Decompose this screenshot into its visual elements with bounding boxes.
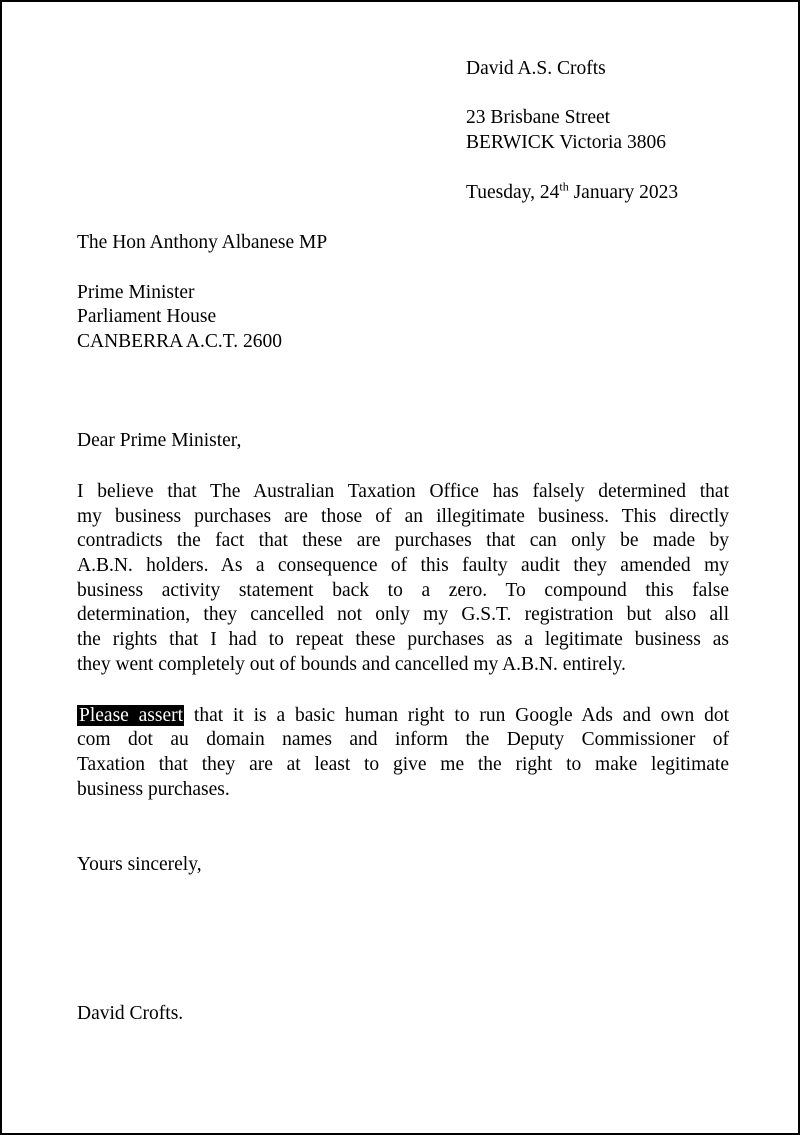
sender-locality: BERWICK Victoria 3806 xyxy=(466,132,666,153)
recipient-title: Prime Minister xyxy=(77,282,195,303)
paragraph-2-line: com dot au domain names and inform the Deputy Commissioner of xyxy=(77,729,729,750)
paragraph-2-line: Taxation that they are at least to give me the right to make legitimate xyxy=(77,754,729,775)
paragraph-1-line: my business purchases are those of an illegitimate business. This directly xyxy=(77,506,729,527)
letter-date xyxy=(466,180,678,205)
paragraph-2-line: business purchases. xyxy=(77,779,230,800)
paragraph-2-first-line xyxy=(77,703,729,728)
recipient-locality: CANBERRA A.C.T. 2600 xyxy=(77,331,282,352)
highlighted-text: Please assert xyxy=(79,705,184,726)
recipient-building: Parliament House xyxy=(77,306,217,327)
paragraph-1-line: they went completely out of bounds and cancelled my A.B.N. entirely. xyxy=(77,654,626,675)
date-weekday-day: Tuesday, 24 xyxy=(466,182,560,203)
paragraph-1-line: the rights that I had to repeat these purchases as a legitimate business as xyxy=(77,629,729,650)
recipient-name: The Hon Anthony Albanese MP xyxy=(77,232,328,253)
paragraph-1-line: business activity statement back to a zero. To compound this false xyxy=(77,580,729,601)
paragraph-1-line: A.B.N. holders. As a consequence of this faulty audit they amended my xyxy=(77,555,729,576)
closing: Yours sincerely, xyxy=(77,854,202,875)
date-month-year: January 2023 xyxy=(568,182,679,203)
date-ordinal: th xyxy=(559,179,569,194)
salutation: Dear Prime Minister, xyxy=(77,430,242,451)
sender-street: 23 Brisbane Street xyxy=(466,107,611,128)
paragraph-1-line: contradicts the fact that these are purchases that can only be made by xyxy=(77,530,729,551)
paragraph-2-first-line-rest: that it is a basic human right to run Google Ads and own dot xyxy=(184,705,730,726)
signature-name: David Crofts. xyxy=(77,1003,184,1024)
paragraph-1-line: determination, they cancelled not only my G.S.T. registration but also all xyxy=(77,604,729,625)
sender-name: David A.S. Crofts xyxy=(466,58,606,79)
paragraph-1-line: I believe that The Australian Taxation Office has falsely determined that xyxy=(77,481,729,502)
